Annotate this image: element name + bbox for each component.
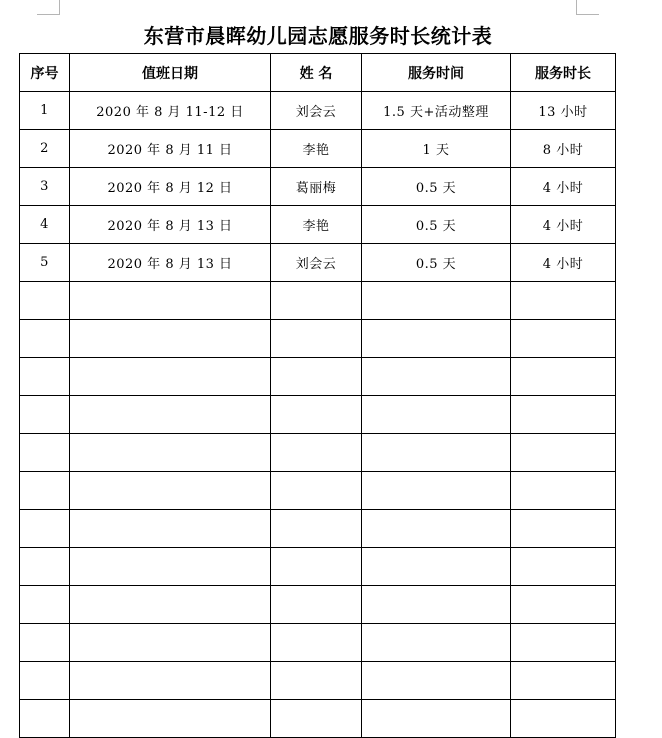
- cell-service-time-empty: [362, 320, 511, 358]
- cell-service-duration-empty: [511, 396, 616, 434]
- cell-duty-date: 2020 年 8 月 11-12 日: [70, 92, 271, 130]
- cell-seq-empty: [20, 700, 70, 738]
- cell-name-empty: [271, 662, 362, 700]
- header-service-duration: 服务时长: [511, 54, 616, 92]
- cell-service-duration-empty: [511, 282, 616, 320]
- cell-seq: 1: [20, 92, 70, 130]
- cell-duty-date-empty: [70, 510, 271, 548]
- volunteer-hours-table: [19, 53, 616, 738]
- cell-service-time-empty: [362, 472, 511, 510]
- empty-table-row: [20, 510, 616, 548]
- table-row: [20, 168, 616, 206]
- cell-duty-date-empty: [70, 320, 271, 358]
- cell-service-time: 1.5 天+活动整理: [362, 92, 511, 130]
- cell-name-empty: [271, 472, 362, 510]
- cell-name: 刘会云: [271, 92, 362, 130]
- cell-service-time-empty: [362, 700, 511, 738]
- cell-duty-date-empty: [70, 548, 271, 586]
- header-duty-date: 值班日期: [70, 54, 271, 92]
- empty-table-row: [20, 358, 616, 396]
- cell-service-time-empty: [362, 396, 511, 434]
- empty-table-row: [20, 282, 616, 320]
- page-corner-mark-left: [37, 0, 60, 15]
- cell-name: 李艳: [271, 130, 362, 168]
- cell-seq-empty: [20, 472, 70, 510]
- cell-seq-empty: [20, 358, 70, 396]
- cell-duty-date: 2020 年 8 月 11 日: [70, 130, 271, 168]
- cell-name-empty: [271, 510, 362, 548]
- cell-name: 李艳: [271, 206, 362, 244]
- table-header-row: [20, 54, 616, 92]
- cell-duty-date: 2020 年 8 月 13 日: [70, 206, 271, 244]
- cell-seq-empty: [20, 320, 70, 358]
- cell-service-duration-empty: [511, 548, 616, 586]
- cell-service-duration: 13 小时: [511, 92, 616, 130]
- cell-service-time-empty: [362, 510, 511, 548]
- cell-service-duration-empty: [511, 624, 616, 662]
- cell-duty-date-empty: [70, 396, 271, 434]
- cell-service-duration-empty: [511, 472, 616, 510]
- empty-table-row: [20, 700, 616, 738]
- header-service-time: 服务时间: [362, 54, 511, 92]
- cell-name: 刘会云: [271, 244, 362, 282]
- cell-duty-date: 2020 年 8 月 12 日: [70, 168, 271, 206]
- cell-name-empty: [271, 434, 362, 472]
- cell-name-empty: [271, 358, 362, 396]
- table-row: [20, 244, 616, 282]
- table-row: [20, 206, 616, 244]
- cell-duty-date-empty: [70, 472, 271, 510]
- cell-service-duration: 4 小时: [511, 244, 616, 282]
- cell-seq-empty: [20, 396, 70, 434]
- cell-service-duration-empty: [511, 586, 616, 624]
- cell-service-time: 0.5 天: [362, 168, 511, 206]
- cell-service-duration-empty: [511, 434, 616, 472]
- cell-service-time: 0.5 天: [362, 206, 511, 244]
- cell-name-empty: [271, 700, 362, 738]
- cell-name-empty: [271, 624, 362, 662]
- cell-seq-empty: [20, 282, 70, 320]
- empty-table-row: [20, 662, 616, 700]
- cell-seq: 4: [20, 206, 70, 244]
- cell-seq-empty: [20, 548, 70, 586]
- header-name: 姓 名: [271, 54, 362, 92]
- cell-service-time: 1 天: [362, 130, 511, 168]
- cell-service-duration-empty: [511, 662, 616, 700]
- header-seq: 序号: [20, 54, 70, 92]
- table-row: [20, 92, 616, 130]
- cell-service-duration-empty: [511, 358, 616, 396]
- empty-table-row: [20, 320, 616, 358]
- cell-name-empty: [271, 320, 362, 358]
- cell-service-time-empty: [362, 624, 511, 662]
- document-title: 东营市晨晖幼儿园志愿服务时长统计表: [143, 24, 493, 48]
- cell-seq: 2: [20, 130, 70, 168]
- cell-name-empty: [271, 282, 362, 320]
- cell-service-time-empty: [362, 548, 511, 586]
- cell-name: 葛丽梅: [271, 168, 362, 206]
- empty-table-row: [20, 548, 616, 586]
- cell-service-time-empty: [362, 662, 511, 700]
- cell-service-duration: 4 小时: [511, 168, 616, 206]
- cell-service-time-empty: [362, 586, 511, 624]
- cell-duty-date-empty: [70, 434, 271, 472]
- cell-duty-date-empty: [70, 282, 271, 320]
- cell-service-time-empty: [362, 434, 511, 472]
- cell-name-empty: [271, 586, 362, 624]
- cell-seq: 3: [20, 168, 70, 206]
- cell-seq-empty: [20, 434, 70, 472]
- empty-table-row: [20, 586, 616, 624]
- cell-duty-date-empty: [70, 662, 271, 700]
- cell-service-duration-empty: [511, 700, 616, 738]
- empty-table-row: [20, 396, 616, 434]
- cell-seq: 5: [20, 244, 70, 282]
- page-corner-mark-right: [576, 0, 599, 15]
- empty-rows: [20, 282, 616, 738]
- cell-seq-empty: [20, 510, 70, 548]
- cell-seq-empty: [20, 662, 70, 700]
- cell-service-time-empty: [362, 282, 511, 320]
- cell-service-duration: 8 小时: [511, 130, 616, 168]
- cell-duty-date-empty: [70, 358, 271, 396]
- cell-name-empty: [271, 396, 362, 434]
- cell-duty-date-empty: [70, 624, 271, 662]
- cell-duty-date: 2020 年 8 月 13 日: [70, 244, 271, 282]
- cell-service-time-empty: [362, 358, 511, 396]
- table-row: [20, 130, 616, 168]
- cell-service-duration-empty: [511, 510, 616, 548]
- cell-duty-date-empty: [70, 586, 271, 624]
- cell-service-duration: 4 小时: [511, 206, 616, 244]
- empty-table-row: [20, 624, 616, 662]
- cell-seq-empty: [20, 624, 70, 662]
- empty-table-row: [20, 434, 616, 472]
- empty-table-row: [20, 472, 616, 510]
- cell-service-time: 0.5 天: [362, 244, 511, 282]
- cell-service-duration-empty: [511, 320, 616, 358]
- cell-duty-date-empty: [70, 700, 271, 738]
- cell-name-empty: [271, 548, 362, 586]
- cell-seq-empty: [20, 586, 70, 624]
